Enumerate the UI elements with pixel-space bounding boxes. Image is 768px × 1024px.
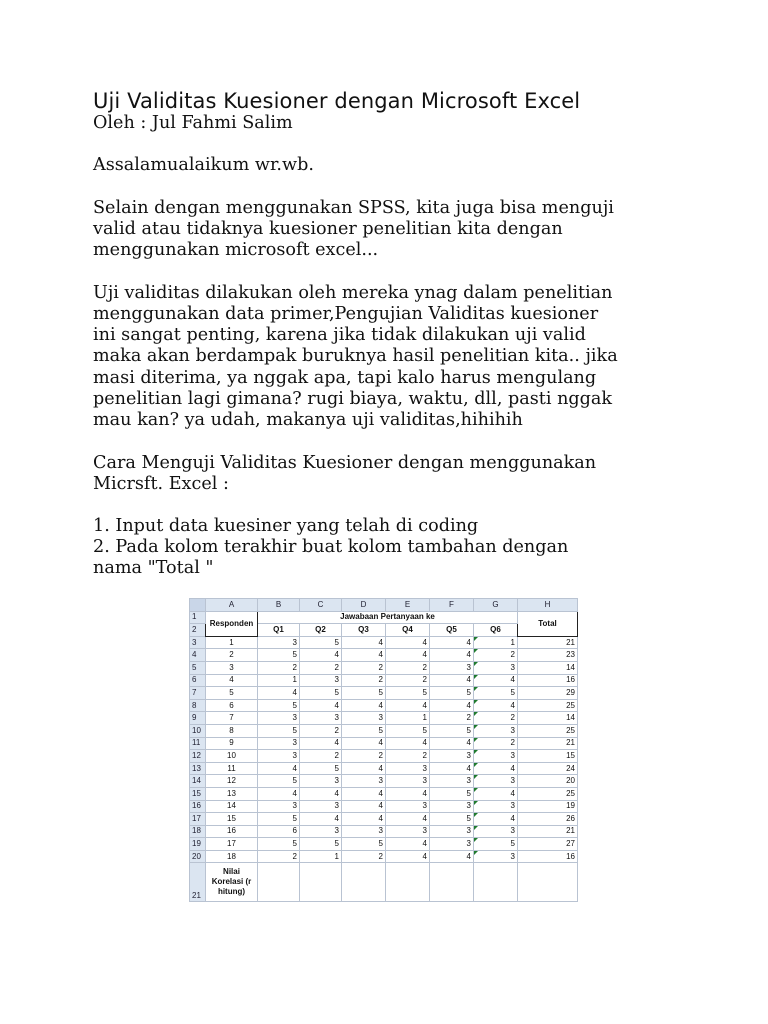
answer-cell[interactable]: 1 — [386, 712, 430, 725]
table-row — [190, 724, 578, 737]
answer-cell[interactable]: 4 — [386, 699, 430, 712]
answer-cell[interactable]: 4 — [258, 687, 300, 700]
paragraph-line: ini sangat penting, karena jika tidak dilakukan uji valid — [93, 325, 586, 345]
question-group-header[interactable]: Jawabaan Pertanyaan ke — [258, 611, 518, 624]
answer-cell[interactable]: 5 — [300, 687, 342, 700]
row-number[interactable]: 3 — [190, 636, 206, 649]
table-row — [190, 737, 578, 750]
total-cell[interactable]: 15 — [518, 750, 578, 763]
responden-cell[interactable]: 16 — [206, 825, 258, 838]
answer-cell[interactable]: 4 — [386, 737, 430, 750]
column-letter[interactable]: D — [342, 599, 386, 612]
answer-cell[interactable]: 3 — [430, 750, 474, 763]
answer-cell[interactable]: 4 — [300, 787, 342, 800]
paragraph-line: penelitian lagi gimana? rugi biaya, waktu, dll, pasti nggak — [93, 389, 613, 409]
row-number[interactable]: 4 — [190, 649, 206, 662]
answer-cell[interactable]: 4 — [430, 649, 474, 662]
answer-cell[interactable]: 5 — [474, 687, 518, 700]
total-cell[interactable]: 25 — [518, 787, 578, 800]
answer-cell[interactable]: 3 — [258, 737, 300, 750]
table-row — [190, 762, 578, 775]
spreadsheet-table — [189, 598, 578, 902]
table-row — [190, 800, 578, 813]
answer-cell[interactable]: 3 — [300, 800, 342, 813]
responden-cell[interactable]: 11 — [206, 762, 258, 775]
responden-cell[interactable]: 8 — [206, 724, 258, 737]
column-letter-row — [190, 599, 578, 612]
row-number[interactable]: 9 — [190, 712, 206, 725]
answer-cell[interactable]: 3 — [430, 800, 474, 813]
responden-cell[interactable]: 13 — [206, 787, 258, 800]
answer-cell[interactable]: 5 — [342, 724, 386, 737]
column-letter[interactable]: F — [430, 599, 474, 612]
table-row — [190, 687, 578, 700]
total-cell[interactable]: 16 — [518, 850, 578, 863]
total-cell[interactable]: 20 — [518, 775, 578, 788]
responden-cell[interactable]: 10 — [206, 750, 258, 763]
answer-cell[interactable]: 6 — [258, 825, 300, 838]
total-cell[interactable]: 27 — [518, 838, 578, 851]
answer-cell[interactable]: 3 — [430, 825, 474, 838]
responden-cell[interactable]: 1 — [206, 636, 258, 649]
question-header[interactable]: Q3 — [342, 624, 386, 637]
answer-cell[interactable]: 4 — [386, 813, 430, 826]
answer-cell[interactable]: 2 — [474, 649, 518, 662]
paragraph-line: Micrsft. Excel : — [93, 474, 229, 494]
table-row — [190, 825, 578, 838]
row-number[interactable]: 6 — [190, 674, 206, 687]
answer-cell[interactable]: 2 — [474, 712, 518, 725]
answer-cell[interactable]: 3 — [300, 775, 342, 788]
row-number[interactable]: 17 — [190, 813, 206, 826]
answer-cell[interactable]: 3 — [474, 775, 518, 788]
table-row — [190, 661, 578, 674]
answer-cell[interactable]: 5 — [386, 687, 430, 700]
table-row — [190, 838, 578, 851]
answer-cell[interactable]: 2 — [342, 850, 386, 863]
column-letter[interactable]: G — [474, 599, 518, 612]
correlation-cell[interactable] — [518, 863, 578, 902]
total-cell[interactable]: 21 — [518, 825, 578, 838]
total-cell[interactable]: 14 — [518, 712, 578, 725]
total-cell[interactable]: 21 — [518, 737, 578, 750]
answer-cell[interactable]: 3 — [300, 712, 342, 725]
table-row — [190, 787, 578, 800]
responden-cell[interactable]: 15 — [206, 813, 258, 826]
answer-cell[interactable]: 4 — [474, 813, 518, 826]
answer-cell[interactable]: 3 — [258, 636, 300, 649]
table-row — [190, 750, 578, 763]
answer-cell[interactable]: 2 — [258, 661, 300, 674]
answer-cell[interactable]: 2 — [474, 737, 518, 750]
answer-cell[interactable]: 2 — [300, 661, 342, 674]
table-row — [190, 775, 578, 788]
answer-cell[interactable]: 2 — [300, 750, 342, 763]
row-number[interactable]: 11 — [190, 737, 206, 750]
responden-cell[interactable]: 14 — [206, 800, 258, 813]
answer-cell[interactable]: 3 — [386, 762, 430, 775]
correlation-row — [190, 863, 578, 902]
answer-cell[interactable]: 4 — [386, 636, 430, 649]
correlation-cell[interactable] — [386, 863, 430, 902]
responden-cell[interactable]: 5 — [206, 687, 258, 700]
answer-cell[interactable]: 1 — [258, 674, 300, 687]
select-all-corner[interactable] — [190, 599, 206, 612]
row-number[interactable]: 21 — [190, 863, 206, 902]
row-number[interactable]: 20 — [190, 850, 206, 863]
row-number[interactable]: 19 — [190, 838, 206, 851]
table-row — [190, 649, 578, 662]
answer-cell[interactable]: 4 — [474, 787, 518, 800]
row-number[interactable]: 2 — [190, 624, 206, 637]
header-row-1 — [190, 611, 578, 624]
step-item: 2. Pada kolom terakhir buat kolom tambahan dengan — [93, 537, 569, 557]
question-header[interactable]: Q2 — [300, 624, 342, 637]
answer-cell[interactable]: 4 — [258, 762, 300, 775]
answer-cell[interactable]: 3 — [258, 712, 300, 725]
answer-cell[interactable]: 5 — [258, 838, 300, 851]
answer-cell[interactable]: 2 — [342, 750, 386, 763]
spreadsheet-screenshot — [189, 598, 577, 905]
answer-cell[interactable]: 2 — [342, 674, 386, 687]
answer-cell[interactable]: 4 — [342, 737, 386, 750]
answer-cell[interactable]: 5 — [430, 813, 474, 826]
row-number[interactable]: 14 — [190, 775, 206, 788]
answer-cell[interactable]: 4 — [430, 737, 474, 750]
answer-cell[interactable]: 3 — [474, 800, 518, 813]
answer-cell[interactable]: 2 — [386, 661, 430, 674]
responden-cell[interactable]: 6 — [206, 699, 258, 712]
answer-cell[interactable]: 3 — [430, 838, 474, 851]
paragraph-line: menggunakan data primer,Pengujian Validitas kuesioner — [93, 304, 599, 324]
column-letter[interactable]: E — [386, 599, 430, 612]
table-row — [190, 850, 578, 863]
responden-cell[interactable]: 3 — [206, 661, 258, 674]
answer-cell[interactable]: 4 — [342, 636, 386, 649]
correlation-cell[interactable] — [258, 863, 300, 902]
table-row — [190, 813, 578, 826]
step-item: nama "Total " — [93, 558, 214, 578]
answer-cell[interactable]: 5 — [258, 699, 300, 712]
answer-cell[interactable]: 3 — [430, 775, 474, 788]
responden-cell[interactable]: 9 — [206, 737, 258, 750]
answer-cell[interactable]: 4 — [386, 838, 430, 851]
correlation-label[interactable]: Nilai Korelasi (r hitung) — [206, 863, 258, 902]
row-number[interactable]: 18 — [190, 825, 206, 838]
correlation-cell[interactable] — [342, 863, 386, 902]
answer-cell[interactable]: 4 — [300, 737, 342, 750]
paragraph-line: masi diterima, ya nggak apa, tapi kalo harus mengulang — [93, 368, 597, 388]
answer-cell[interactable]: 3 — [258, 750, 300, 763]
answer-cell[interactable]: 5 — [474, 838, 518, 851]
answer-cell[interactable]: 4 — [342, 813, 386, 826]
answer-cell[interactable]: 5 — [300, 636, 342, 649]
total-cell[interactable]: 25 — [518, 699, 578, 712]
answer-cell[interactable]: 4 — [342, 800, 386, 813]
answer-cell[interactable]: 5 — [300, 838, 342, 851]
answer-cell[interactable]: 2 — [386, 674, 430, 687]
answer-cell[interactable]: 5 — [258, 724, 300, 737]
responden-cell[interactable]: 17 — [206, 838, 258, 851]
total-cell[interactable]: 21 — [518, 636, 578, 649]
answer-cell[interactable]: 4 — [430, 762, 474, 775]
table-row — [190, 636, 578, 649]
answer-cell[interactable]: 3 — [300, 674, 342, 687]
answer-cell[interactable]: 5 — [258, 649, 300, 662]
answer-cell[interactable]: 5 — [258, 775, 300, 788]
answer-cell[interactable]: 4 — [300, 699, 342, 712]
total-cell[interactable]: 16 — [518, 674, 578, 687]
paragraph-line: valid atau tidaknya kuesioner penelitian kita dengan — [93, 219, 563, 239]
column-letter[interactable]: A — [206, 599, 258, 612]
responden-header[interactable]: Responden — [206, 611, 258, 636]
answer-cell[interactable]: 5 — [430, 687, 474, 700]
answer-cell[interactable]: 4 — [430, 850, 474, 863]
answer-cell[interactable]: 2 — [300, 724, 342, 737]
question-header[interactable]: Q4 — [386, 624, 430, 637]
paragraph-line: Uji validitas dilakukan oleh mereka ynag dalam penelitian — [93, 283, 613, 303]
answer-cell[interactable]: 2 — [342, 661, 386, 674]
answer-cell[interactable]: 4 — [342, 649, 386, 662]
author-line: Oleh : Jul Fahmi Salim — [93, 113, 293, 133]
column-letter[interactable]: C — [300, 599, 342, 612]
total-cell[interactable]: 23 — [518, 649, 578, 662]
answer-cell[interactable]: 4 — [342, 762, 386, 775]
row-number[interactable]: 10 — [190, 724, 206, 737]
question-header[interactable]: Q1 — [258, 624, 300, 637]
answer-cell[interactable]: 2 — [258, 850, 300, 863]
answer-cell[interactable]: 4 — [430, 699, 474, 712]
answer-cell[interactable]: 5 — [258, 813, 300, 826]
responden-cell[interactable]: 7 — [206, 712, 258, 725]
responden-cell[interactable]: 12 — [206, 775, 258, 788]
answer-cell[interactable]: 4 — [342, 787, 386, 800]
row-number[interactable]: 7 — [190, 687, 206, 700]
answer-cell[interactable]: 5 — [430, 724, 474, 737]
answer-cell[interactable]: 3 — [300, 825, 342, 838]
answer-cell[interactable]: 2 — [430, 712, 474, 725]
answer-cell[interactable]: 5 — [386, 724, 430, 737]
row-number[interactable]: 8 — [190, 699, 206, 712]
correlation-cell[interactable] — [474, 863, 518, 902]
answer-cell[interactable]: 4 — [474, 699, 518, 712]
row-number[interactable]: 1 — [190, 611, 206, 624]
answer-cell[interactable]: 1 — [474, 636, 518, 649]
answer-cell[interactable]: 3 — [342, 712, 386, 725]
responden-cell[interactable]: 4 — [206, 674, 258, 687]
answer-cell[interactable]: 4 — [430, 636, 474, 649]
answer-cell[interactable]: 3 — [342, 825, 386, 838]
row-number[interactable]: 12 — [190, 750, 206, 763]
row-number[interactable]: 5 — [190, 661, 206, 674]
answer-cell[interactable]: 3 — [474, 661, 518, 674]
question-header[interactable]: Q6 — [474, 624, 518, 637]
paragraph-line: mau kan? ya udah, makanya uji validitas,hihihih — [93, 410, 523, 430]
table-row — [190, 712, 578, 725]
row-number[interactable]: 13 — [190, 762, 206, 775]
answer-cell[interactable]: 4 — [300, 649, 342, 662]
answer-cell[interactable]: 4 — [386, 649, 430, 662]
answer-cell[interactable]: 5 — [430, 787, 474, 800]
answer-cell[interactable]: 4 — [300, 813, 342, 826]
responden-cell[interactable]: 18 — [206, 850, 258, 863]
answer-cell[interactable]: 3 — [474, 724, 518, 737]
answer-cell[interactable]: 4 — [430, 674, 474, 687]
table-row — [190, 699, 578, 712]
answer-cell[interactable]: 2 — [386, 750, 430, 763]
answer-cell[interactable]: 4 — [474, 674, 518, 687]
answer-cell[interactable]: 3 — [386, 775, 430, 788]
paragraph-line: Cara Menguji Validitas Kuesioner dengan menggunakan — [93, 453, 597, 473]
row-number[interactable]: 15 — [190, 787, 206, 800]
row-number[interactable]: 16 — [190, 800, 206, 813]
total-cell[interactable]: 29 — [518, 687, 578, 700]
answer-cell[interactable]: 3 — [474, 750, 518, 763]
responden-cell[interactable]: 2 — [206, 649, 258, 662]
answer-cell[interactable]: 4 — [386, 850, 430, 863]
correlation-cell[interactable] — [430, 863, 474, 902]
column-letter[interactable]: H — [518, 599, 578, 612]
paragraph-line: maka akan berdampak buruknya hasil penelitian kita.. jika — [93, 346, 618, 366]
answer-cell[interactable]: 3 — [430, 661, 474, 674]
paragraph-line: Selain dengan menggunakan SPSS, kita juga bisa menguji — [93, 198, 614, 218]
paragraph-line: menggunakan microsoft excel... — [93, 240, 379, 260]
table-row — [190, 674, 578, 687]
document-title: Uji Validitas Kuesioner dengan Microsoft Excel — [93, 89, 581, 113]
answer-cell[interactable]: 5 — [300, 762, 342, 775]
answer-cell[interactable]: 3 — [342, 775, 386, 788]
total-header[interactable]: Total — [518, 611, 578, 636]
answer-cell[interactable]: 3 — [386, 825, 430, 838]
answer-cell[interactable]: 4 — [342, 699, 386, 712]
step-item: 1. Input data kuesiner yang telah di coding — [93, 516, 479, 536]
answer-cell[interactable]: 3 — [474, 850, 518, 863]
total-cell[interactable]: 26 — [518, 813, 578, 826]
greeting: Assalamualaikum wr.wb. — [93, 155, 314, 175]
column-letter[interactable]: B — [258, 599, 300, 612]
answer-cell[interactable]: 4 — [258, 787, 300, 800]
answer-cell[interactable]: 3 — [258, 800, 300, 813]
answer-cell[interactable]: 3 — [386, 800, 430, 813]
answer-cell[interactable]: 5 — [342, 838, 386, 851]
answer-cell[interactable]: 4 — [386, 787, 430, 800]
answer-cell[interactable]: 4 — [474, 762, 518, 775]
answer-cell[interactable]: 5 — [342, 687, 386, 700]
correlation-cell[interactable] — [300, 863, 342, 902]
question-header[interactable]: Q5 — [430, 624, 474, 637]
total-cell[interactable]: 25 — [518, 724, 578, 737]
total-cell[interactable]: 19 — [518, 800, 578, 813]
total-cell[interactable]: 24 — [518, 762, 578, 775]
total-cell[interactable]: 14 — [518, 661, 578, 674]
answer-cell[interactable]: 3 — [474, 825, 518, 838]
answer-cell[interactable]: 1 — [300, 850, 342, 863]
